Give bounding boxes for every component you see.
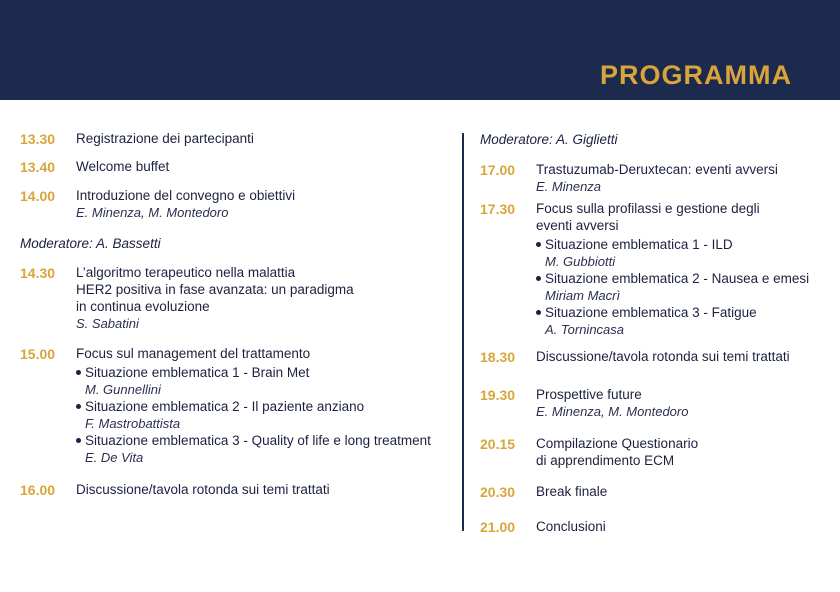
moderator-label: Moderatore: A. Bassetti [20,236,161,251]
sub-item-speaker: M. Gunnellini [85,382,161,397]
bullet-icon [536,276,541,281]
item-time: 13.40 [20,159,56,175]
item-title: Welcome buffet [76,159,170,174]
sub-item [76,398,455,432]
item-time: 20.30 [480,484,516,500]
sub-item-title: Situazione emblematica 2 - Il paziente anziano [85,399,365,414]
bullet-icon [536,310,541,315]
bullet-icon [536,242,541,247]
sub-item [536,304,830,338]
sub-item-title: Situazione emblematica 1 - ILD [545,237,733,252]
item-title-line: L’algoritmo terapeutico nella malattia [76,265,296,280]
item-speaker: E. Minenza, M. Montedoro [536,404,689,419]
item-title: Trastuzumab-Deruxtecan: eventi avversi [536,162,778,177]
sub-item-speaker: E. De Vita [85,450,144,465]
item-title-line: eventi avversi [536,218,619,233]
item-time: 20.15 [480,436,516,452]
item-title: Conclusioni [536,519,606,534]
item-speaker: E. Minenza [536,179,602,194]
sub-item [76,364,455,398]
item-time: 14.00 [20,188,56,204]
sub-item [76,432,455,466]
item-time: 14.30 [20,265,56,281]
item-time: 17.30 [480,201,516,217]
item-title: Discussione/tavola rotonda sui temi trattati [76,482,330,497]
bullet-icon [76,404,81,409]
column-divider [462,133,464,531]
sub-item-title: Situazione emblematica 2 - Nausea e emesi [545,271,810,286]
item-title-line: in continua evoluzione [76,299,210,314]
item-speaker: S. Sabatini [76,316,139,331]
sub-item [536,270,830,304]
item-title: Focus sul management del trattamento [76,346,311,361]
sub-item-speaker: A. Tornincasa [545,322,625,337]
sub-item-speaker: F. Mastrobattista [85,416,181,431]
item-title-line: Focus sulla profilassi e gestione degli [536,201,760,216]
item-speaker: E. Minenza, M. Montedoro [76,205,229,220]
moderator-label: Moderatore: A. Giglietti [480,132,618,147]
header-banner [0,0,840,100]
item-time: 21.00 [480,519,516,535]
sub-item [536,236,830,270]
sub-item-speaker: M. Gubbiotti [545,254,616,269]
item-title: Break finale [536,484,608,499]
item-title-line: HER2 positiva in fase avanzata: un paradigma [76,282,354,297]
sub-item-title: Situazione emblematica 3 - Quality of life e long treatment [85,433,431,448]
bullet-icon [76,370,81,375]
item-time: 19.30 [480,387,516,403]
item-title: Prospettive future [536,387,642,402]
item-title: Discussione/tavola rotonda sui temi trattati [536,349,790,364]
bullet-icon [76,438,81,443]
item-time: 16.00 [20,482,56,498]
page-title: PROGRAMMA [600,60,792,90]
item-time: 15.00 [20,346,56,362]
item-title-line: Compilazione Questionario [536,436,699,451]
item-time: 18.30 [480,349,516,365]
sub-item-title: Situazione emblematica 3 - Fatigue [545,305,757,320]
item-title: Introduzione del convegno e obiettivi [76,188,296,203]
sub-item-speaker: Miriam Macrì [545,288,621,303]
sub-item-title: Situazione emblematica 1 - Brain Met [85,365,310,380]
item-title: Registrazione dei partecipanti [76,131,254,146]
item-title-line: di apprendimento ECM [536,453,675,468]
item-time: 17.00 [480,162,516,178]
item-time: 13.30 [20,131,56,147]
